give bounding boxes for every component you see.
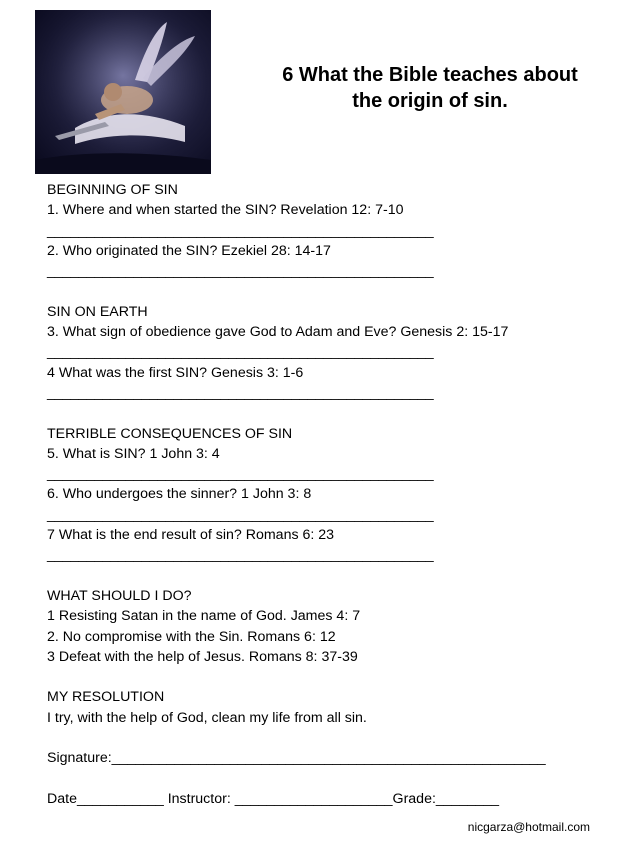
spacer [47, 769, 607, 789]
angel-image [35, 10, 211, 174]
question-6: 6. Who undergoes the sinner? 1 John 3: 8 [47, 486, 312, 503]
section-heading-earth: SIN ON EARTH [47, 303, 148, 320]
title-line-2: the origin of sin. [352, 90, 508, 112]
question-7: 7 What is the end result of sin? Romans 6: 23 [47, 527, 335, 544]
signature-line[interactable]: Signature:_______________________________________________________ [47, 750, 546, 767]
section-heading-do: WHAT SHOULD I DO? [47, 587, 192, 604]
spacer [47, 566, 607, 586]
footer-email: nicgarza@hotmail.com [467, 820, 590, 834]
action-item-3: 3 Defeat with the help of Jesus. Romans 8: 37-39 [47, 648, 358, 665]
question-5: 5. What is SIN? 1 John 3: 4 [47, 445, 220, 462]
spacer [47, 281, 607, 301]
resolution-text: I try, with the help of God, clean my life from all sin. [47, 709, 367, 726]
answer-line-6[interactable]: _________________________________________________ [47, 506, 434, 523]
fallen-angel-illustration [35, 10, 211, 174]
title-line-1: 6 What the Bible teaches about [282, 64, 578, 86]
answer-line-7[interactable]: _________________________________________________ [47, 547, 434, 564]
action-item-1: 1 Resisting Satan in the name of God. James 4: 7 [47, 608, 361, 625]
question-2: 2. Who originated the SIN? Ezekiel 28: 14-17 [47, 242, 331, 259]
page-title [250, 62, 610, 114]
section-heading-beginning: BEGINNING OF SIN [47, 182, 178, 198]
question-3: 3. What sign of obedience gave God to Adam and Eve? Genesis 2: 15-17 [47, 324, 509, 341]
section-heading-resolution: MY RESOLUTION [47, 689, 165, 706]
spacer [47, 403, 607, 423]
action-item-2: 2. No compromise with the Sin. Romans 6: 12 [47, 628, 336, 645]
date-instructor-grade-line[interactable]: Date___________ Instructor: ____________________Grade:________ [47, 790, 500, 807]
answer-line-2[interactable]: _________________________________________________ [47, 263, 434, 280]
answer-line-4[interactable]: _________________________________________________ [47, 384, 434, 401]
answer-line-1[interactable]: _________________________________________________ [47, 222, 434, 239]
question-4: 4 What was the first SIN? Genesis 3: 1-6 [47, 364, 304, 381]
answer-line-5[interactable]: _________________________________________________ [47, 466, 434, 483]
worksheet-body [47, 180, 607, 809]
question-1: 1. Where and when started the SIN? Revelation 12: 7-10 [47, 202, 404, 219]
spacer [47, 667, 607, 687]
answer-line-3[interactable]: _________________________________________________ [47, 344, 434, 361]
spacer [47, 728, 607, 748]
section-heading-consequences: TERRIBLE CONSEQUENCES OF SIN [47, 425, 293, 442]
